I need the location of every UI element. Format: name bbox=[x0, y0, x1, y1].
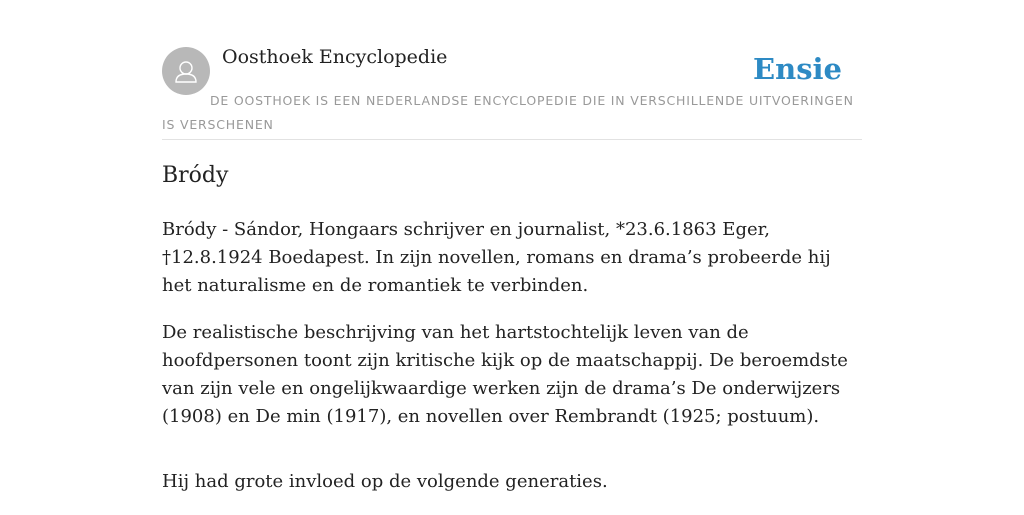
site-name[interactable]: Oosthoek Encyclopedie bbox=[222, 46, 448, 68]
article-content bbox=[162, 216, 862, 515]
header bbox=[162, 0, 862, 140]
brand-logo[interactable]: Ensie bbox=[753, 52, 842, 86]
article-paragraph: De realistische beschrijving van het hartstochtelijk leven van de hoofdpersonen toont zijn kritische kijk op de maatschappij. De beroemdste van zijn vele en ongelijkwaardige werken zijn de drama’s De onderwijzers (1908) en De min (1917), en novellen over Rembrandt (1925; postuum). bbox=[162, 322, 848, 427]
page bbox=[162, 0, 862, 492]
article-paragraph: Bródy - Sándor, Hongaars schrijver en journalist, *23.6.1863 Eger, †12.8.1924 Boedapest. In zijn novellen, romans en drama’s probeerde hij het naturalisme en de romantiek te verbinden. bbox=[162, 219, 831, 296]
user-icon bbox=[162, 47, 210, 95]
article-paragraph: Hij had grote invloed op de volgende generaties. bbox=[162, 471, 608, 492]
site-tagline: DE OOSTHOEK IS EEN NEDERLANDSE ENCYCLOPEDIE DIE IN VERSCHILLENDE UITVOERINGEN IS VERSCHENEN bbox=[162, 93, 854, 132]
avatar[interactable] bbox=[162, 47, 210, 95]
article-title: Bródy bbox=[162, 163, 229, 188]
